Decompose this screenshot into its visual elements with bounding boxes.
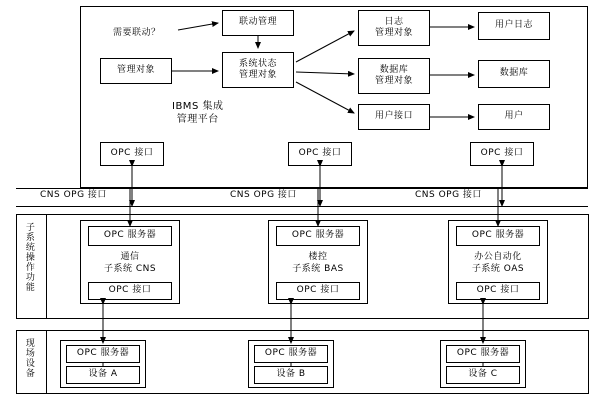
node-label: 管理对象 [116, 65, 155, 76]
node-label-line2: 管理对象 [374, 28, 413, 38]
opc-interface-bas-bottom[interactable] [276, 282, 360, 300]
node-manage-object[interactable] [100, 58, 172, 84]
linkage-question-label: 需要联动？ [113, 28, 161, 38]
device-label: 设备 A [88, 369, 118, 380]
device-a[interactable] [66, 366, 140, 384]
subsystem-label-line2: 子系统 CNS [103, 263, 157, 274]
device-label: 设备 B [276, 369, 306, 380]
opc-server-label: OPC 服务器 [76, 348, 130, 359]
opc-server-label: OPC 服务器 [103, 230, 157, 241]
opc-interface-label: OPC 接口 [296, 285, 340, 296]
opc-server-label: OPC 服务器 [456, 348, 510, 359]
device-b[interactable] [254, 366, 328, 384]
node-log-management-object[interactable] [358, 10, 430, 46]
node-user-interface-object[interactable] [358, 104, 430, 130]
opc-server-label: OPC 服务器 [291, 230, 345, 241]
subsystem-band-top [16, 214, 588, 215]
platform-title-line1: IBMS 集成 [172, 101, 224, 112]
subsystem-label-line1: 通信 [120, 252, 140, 262]
node-user-log[interactable] [478, 12, 550, 40]
node-label-line1: 日志 [384, 16, 404, 27]
opc-interface-label: OPC 接口 [480, 148, 524, 159]
side-label-field: 现场设备 [23, 338, 34, 378]
device-label: 设备 C [468, 369, 498, 380]
opc-server-device-c[interactable] [446, 345, 520, 363]
node-system-state-object[interactable] [222, 52, 294, 88]
subsystem-label-line1: 楼控 [308, 252, 328, 262]
opc-interface-platform-center[interactable] [288, 142, 352, 166]
field-label-divider [46, 330, 47, 394]
opc-interface-label: OPC 接口 [108, 285, 152, 296]
opc-server-device-b[interactable] [254, 345, 328, 363]
opc-interface-platform-left[interactable] [100, 142, 164, 166]
subsystem-band-bottom [16, 318, 588, 319]
subsystem-label-line2: 子系统 OAS [471, 263, 525, 274]
field-band-right [588, 330, 589, 394]
subsystem-bas-label [282, 252, 354, 275]
node-label: 用户日志 [494, 20, 533, 31]
opc-interface-cns-bottom[interactable] [88, 282, 172, 300]
cns-opg-interface-right: CNS OPG 接口 [415, 190, 482, 200]
node-label-line1: 数据库 [379, 64, 409, 75]
side-label-subsystem: 子系统操作功能 [23, 222, 34, 292]
node-label: 数据库 [499, 68, 529, 79]
subsystem-label-divider [46, 214, 47, 319]
subsystem-oas-label [462, 252, 534, 275]
node-label: 用户 [504, 111, 524, 122]
platform-title-line2: 管理平台 [176, 114, 219, 125]
platform-title [172, 100, 223, 126]
node-label-line2: 管理对象 [374, 76, 413, 86]
cns-opg-interface-center: CNS OPG 接口 [230, 190, 297, 200]
subsystem-band-left [16, 214, 17, 319]
opc-server-oas-top[interactable] [456, 226, 540, 246]
field-band-bottom [16, 393, 588, 394]
opc-server-label: OPC 服务器 [264, 348, 318, 359]
node-label-line2: 管理对象 [238, 70, 277, 80]
opc-server-device-a[interactable] [66, 345, 140, 363]
cns-opg-interface-left: CNS OPG 接口 [40, 190, 107, 200]
node-linkage-management[interactable] [222, 10, 294, 36]
opc-interface-oas-bottom[interactable] [456, 282, 540, 300]
node-database-management-object[interactable] [358, 58, 430, 94]
device-c[interactable] [446, 366, 520, 384]
opc-server-cns-top[interactable] [88, 226, 172, 246]
opc-interface-label: OPC 接口 [110, 148, 154, 159]
node-label-line1: 系统状态 [238, 58, 277, 69]
opc-interface-label: OPC 接口 [476, 285, 520, 296]
opc-interface-platform-right[interactable] [470, 142, 534, 166]
node-database[interactable] [478, 60, 550, 88]
subsystem-band-right [588, 214, 589, 319]
node-label: 联动管理 [238, 17, 277, 28]
node-label: 用户接口 [374, 111, 413, 122]
bus-line-bottom [16, 206, 588, 207]
field-band-top [16, 330, 588, 331]
field-band-left [16, 330, 17, 394]
subsystem-cns-label [94, 252, 166, 275]
opc-interface-label: OPC 接口 [298, 148, 342, 159]
opc-server-label: OPC 服务器 [471, 230, 525, 241]
subsystem-label-line2: 子系统 BAS [292, 263, 344, 274]
opc-server-bas-top[interactable] [276, 226, 360, 246]
node-user[interactable] [478, 104, 550, 130]
bus-line-top [16, 188, 588, 189]
subsystem-label-line1: 办公自动化 [474, 252, 522, 262]
